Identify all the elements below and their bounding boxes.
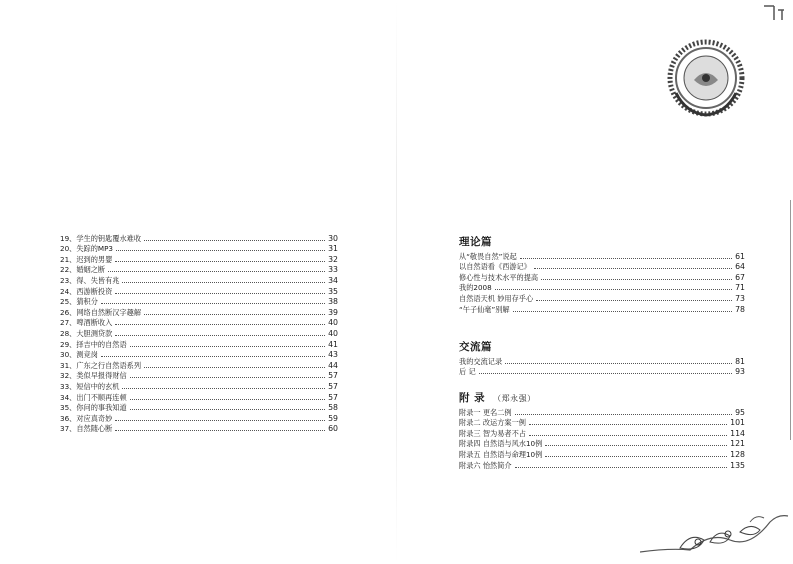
toc-entry-page-number: 41	[328, 339, 338, 349]
toc-entry-title: 21、迟到的男婴	[60, 254, 113, 264]
section-title: 理论篇	[459, 236, 492, 248]
dot-leader	[101, 356, 325, 357]
toc-entry	[60, 328, 338, 339]
toc-entry	[459, 460, 745, 471]
toc-entry-title: 以自然语看《西游记》	[459, 262, 531, 272]
left-toc-list	[60, 233, 338, 434]
dot-leader	[515, 467, 728, 468]
toc-entry-page-number: 93	[735, 367, 745, 377]
dot-leader	[479, 373, 732, 374]
dot-leader	[101, 303, 325, 304]
dot-leader	[130, 346, 325, 347]
toc-entry	[459, 439, 745, 450]
dot-leader	[495, 289, 732, 290]
toc-entry-page-number: 114	[730, 428, 745, 438]
toc-entry	[60, 297, 338, 308]
toc-entry	[459, 304, 745, 315]
toc-entry-title: 37、自然随心断	[60, 424, 113, 434]
toc-entry-page-number: 95	[735, 407, 745, 417]
toc-entry-page-number: 57	[328, 371, 338, 381]
dot-leader	[115, 335, 325, 336]
toc-entry-page-number: 57	[328, 381, 338, 391]
toc-entry	[60, 318, 338, 329]
corner-scan-mark-icon	[760, 2, 790, 32]
dot-leader	[108, 271, 325, 272]
toc-entry	[60, 392, 338, 403]
dot-leader	[144, 314, 325, 315]
toc-entry-title: 22、婚姻之断	[60, 265, 106, 275]
toc-entry-title: 36、对应真奇妙	[60, 413, 113, 423]
toc-entry-title: 我的2008	[459, 283, 492, 293]
dot-leader	[505, 363, 732, 364]
toc-entry-page-number: 78	[735, 304, 745, 314]
toc-entry-title: 后 记	[459, 367, 476, 377]
toc-entry-title: 24、西游断投资	[60, 286, 113, 296]
toc-entry	[60, 350, 338, 361]
toc-entry-title: 29、择吉中的自然语	[60, 339, 127, 349]
toc-entry-page-number: 44	[328, 360, 338, 370]
dot-leader	[115, 293, 325, 294]
toc-entry-title: 27、啤酒断收入	[60, 318, 113, 328]
toc-entry	[459, 367, 745, 378]
toc-entry	[459, 407, 745, 418]
toc-entry	[459, 293, 745, 304]
toc-entry	[459, 283, 745, 294]
toc-entry	[459, 251, 745, 262]
toc-entry	[60, 371, 338, 382]
left-page	[0, 0, 396, 564]
toc-entry-title: 35、你问的事我知道	[60, 403, 127, 413]
toc-entry-title: 附录四 自然语与风水10例	[459, 439, 543, 449]
toc-entry-page-number: 128	[730, 449, 745, 459]
toc-entry	[60, 307, 338, 318]
toc-entry-page-number: 61	[735, 251, 745, 261]
toc-entry-title: 从“敬畏自然”说起	[459, 251, 517, 261]
toc-entry-title: 20、失踪的MP3	[60, 244, 114, 254]
toc-entry-page-number: 39	[328, 307, 338, 317]
toc-entry-page-number: 35	[328, 286, 338, 296]
toc-entry-title: 26、网络自然断汉字趣解	[60, 307, 142, 317]
toc-entry-title: 28、大胆测贷款	[60, 328, 113, 338]
toc-entry-page-number: 101	[730, 418, 745, 428]
dot-leader	[130, 399, 325, 400]
toc-entry-page-number: 67	[735, 272, 745, 282]
section-title: 交流篇	[459, 341, 492, 353]
toc-entry	[459, 272, 745, 283]
toc-entry-title: 附录二 改运方案一例	[459, 418, 526, 428]
toc-entry-page-number: 34	[328, 275, 338, 285]
toc-entry-page-number: 71	[735, 283, 745, 293]
section-title: 附 录 （郑永强）	[459, 392, 536, 404]
dot-leader	[115, 261, 325, 262]
dot-leader	[115, 324, 325, 325]
toc-entry-title: 修心性与技术水平的提高	[459, 272, 539, 282]
toc-entry-title: 自然语天机 妙用存乎心	[459, 293, 534, 303]
dot-leader	[545, 456, 727, 457]
toc-entry-page-number: 30	[328, 233, 338, 243]
toc-entry-page-number: 40	[328, 328, 338, 338]
toc-entry-title: 19、学生的钥匙覆水难收	[60, 233, 142, 243]
toc-entry-title: 33、短信中的玄机	[60, 381, 120, 391]
dot-leader	[115, 420, 325, 421]
dot-leader	[122, 388, 325, 389]
toc-entry-page-number: 73	[735, 293, 745, 303]
dot-leader	[529, 424, 727, 425]
toc-entry-title: 附录三 智为易者不占	[459, 428, 526, 438]
toc-entry-page-number: 40	[328, 318, 338, 328]
dot-leader	[541, 279, 732, 280]
toc-entry-title: 附录一 更名二例	[459, 407, 512, 417]
toc-entry-title: 23、得、失皆有兆	[60, 275, 120, 285]
dot-leader	[144, 240, 325, 241]
toc-entry-title: “午子仙毫”别解	[459, 304, 510, 314]
dot-leader	[515, 414, 732, 415]
toc-entry-title: 附录六 怡然简介	[459, 460, 512, 470]
section-theory	[459, 235, 745, 315]
toc-entry	[60, 233, 338, 244]
dot-leader	[130, 377, 325, 378]
toc-entry	[60, 339, 338, 350]
section-toc-list	[459, 407, 745, 471]
toc-entry	[459, 262, 745, 273]
toc-entry	[60, 403, 338, 414]
toc-entry-page-number: 59	[328, 413, 338, 423]
toc-entry-page-number: 121	[730, 439, 745, 449]
toc-entry	[60, 254, 338, 265]
toc-entry	[459, 428, 745, 439]
circular-floral-ornament-icon	[666, 38, 746, 118]
dot-leader	[534, 268, 732, 269]
section-toc-list	[459, 356, 745, 377]
toc-entry-page-number: 60	[328, 424, 338, 434]
dot-leader	[116, 250, 325, 251]
dot-leader	[529, 435, 727, 436]
toc-entry-page-number: 58	[328, 403, 338, 413]
floral-vine-ornament-icon	[640, 512, 790, 560]
toc-entry-title: 我的交流记录	[459, 356, 503, 366]
dot-leader	[130, 409, 325, 410]
section-exchange	[459, 340, 745, 377]
toc-entry	[60, 275, 338, 286]
toc-entry-page-number: 135	[730, 460, 745, 470]
toc-entry-title: 31、广东之行自然语系列	[60, 360, 142, 370]
scan-edge	[790, 200, 791, 440]
toc-entry	[60, 286, 338, 297]
toc-entry-page-number: 57	[328, 392, 338, 402]
toc-entry	[459, 356, 745, 367]
dot-leader	[520, 258, 732, 259]
toc-entry	[60, 413, 338, 424]
toc-entry	[60, 244, 338, 255]
toc-entry	[459, 449, 745, 460]
toc-entry-title: 附录五 自然语与命理10例	[459, 449, 543, 459]
dot-leader	[545, 445, 727, 446]
dot-leader	[115, 430, 325, 431]
toc-entry	[60, 424, 338, 435]
toc-entry-page-number: 33	[328, 265, 338, 275]
toc-entry-title: 34、出门不顺再连顿	[60, 392, 127, 402]
toc-entry-page-number: 43	[328, 350, 338, 360]
toc-entry	[459, 418, 745, 429]
toc-entry-page-number: 81	[735, 356, 745, 366]
dot-leader	[122, 282, 325, 283]
toc-entry-title: 25、猜积分	[60, 297, 98, 307]
toc-entry-page-number: 32	[328, 254, 338, 264]
section-toc-list	[459, 251, 745, 315]
dot-leader	[536, 300, 732, 301]
toc-entry-page-number: 38	[328, 297, 338, 307]
toc-entry-title: 30、测竞岗	[60, 350, 98, 360]
toc-entry	[60, 265, 338, 276]
toc-entry-page-number: 31	[328, 244, 338, 254]
dot-leader	[513, 311, 733, 312]
dot-leader	[144, 367, 325, 368]
toc-entry	[60, 381, 338, 392]
toc-entry-page-number: 64	[735, 262, 745, 272]
section-appendix	[459, 391, 745, 471]
toc-entry-title: 32、类似早报得财信	[60, 371, 127, 381]
toc-entry	[60, 360, 338, 371]
